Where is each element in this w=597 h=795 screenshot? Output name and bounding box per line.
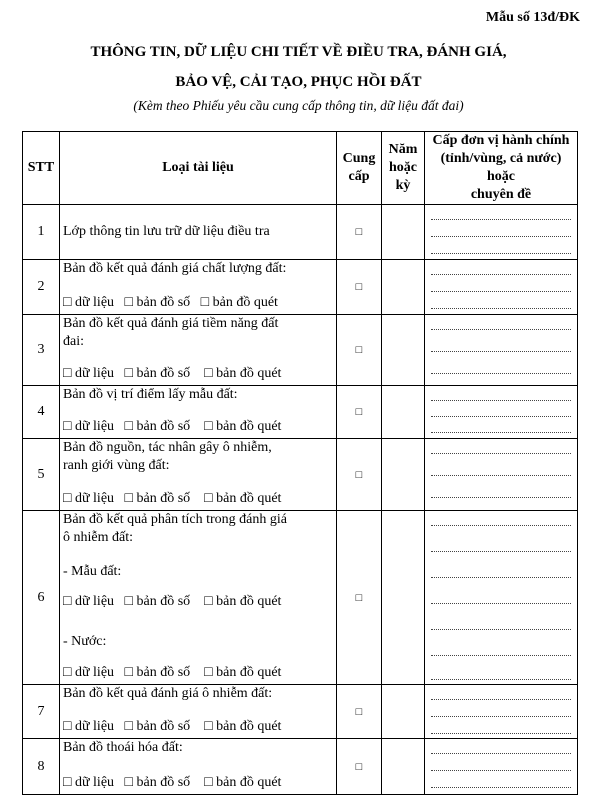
header-year [382,132,425,205]
provide-checkbox[interactable]: □ [337,685,382,739]
table-row [23,739,578,795]
level-cell[interactable] [425,739,578,795]
dotted-line [431,351,571,352]
document-type-label: Bản đồ kết quả đánh giá chất lượng đất: [63,261,287,276]
provide-checkbox[interactable]: □ [337,205,382,260]
document-type [60,439,337,511]
row-number: 3 [23,315,60,386]
dotted-line [431,475,571,476]
dotted-line [431,432,571,433]
dotted-line [431,716,571,717]
header-year-line3: kỳ [395,178,411,193]
dotted-line [431,236,571,237]
dotted-line [431,291,571,292]
dotted-line [431,253,571,254]
year-cell[interactable] [382,205,425,260]
document-type-label: Bản đồ vị trí điểm lấy mẫu đất: [63,387,238,402]
dotted-line [431,629,571,630]
level-cell[interactable] [425,511,578,685]
format-options[interactable]: □ dữ liệu □ bản đồ số □ bản đồ quét [63,295,278,310]
header-provide [337,132,382,205]
header-level-line2: (tỉnh/vùng, cả nước) hoặc [440,151,562,184]
table-row [23,685,578,739]
dotted-line [431,733,571,734]
document-type-label: Lớp thông tin lưu trữ dữ liệu điều tra [63,224,270,239]
table-row [23,205,578,260]
row-number: 6 [23,511,60,685]
document-type-label-cont: đai: [63,334,84,349]
year-cell[interactable] [382,315,425,386]
dotted-line [431,603,571,604]
year-cell[interactable] [382,260,425,315]
document-type [60,386,337,439]
header-level-line3: chuyên đề [470,187,532,202]
level-cell[interactable] [425,315,578,386]
table-row [23,386,578,439]
format-options[interactable]: □ dữ liệu □ bản đồ số □ bản đồ quét [63,665,282,680]
level-cell[interactable] [425,260,578,315]
document-type [60,739,337,795]
document-type-label: Bản đồ kết quả đánh giá tiềm năng đất [63,316,279,331]
table-row [23,439,578,511]
document-type [60,315,337,386]
document-type-label-cont: ranh giới vùng đất: [63,458,170,473]
document-type-label-cont: ô nhiễm đất: [63,530,133,545]
format-options[interactable]: □ dữ liệu □ bản đồ số □ bản đồ quét [63,419,282,434]
header-stt: STT [23,132,60,205]
dotted-line [431,329,571,330]
row-number: 4 [23,386,60,439]
dotted-line [431,274,571,275]
year-cell[interactable] [382,739,425,795]
dotted-line [431,497,571,498]
row-number: 7 [23,685,60,739]
provide-checkbox[interactable]: □ [337,739,382,795]
document-type [60,205,337,260]
level-cell[interactable] [425,205,578,260]
dotted-line [431,400,571,401]
document-type-label: Bản đồ thoái hóa đất: [63,740,183,755]
dotted-line [431,770,571,771]
dotted-line [431,787,571,788]
document-type [60,511,337,685]
provide-checkbox[interactable]: □ [337,511,382,685]
dotted-line [431,308,571,309]
year-cell[interactable] [382,439,425,511]
header-provide-line2: cấp [348,169,370,184]
form-number: Mẫu số 13đ/ĐK [485,10,580,25]
data-request-table [22,131,578,795]
row-number: 2 [23,260,60,315]
level-cell[interactable] [425,685,578,739]
sub-item-water: - Nước: [63,634,107,649]
provide-checkbox[interactable]: □ [337,439,382,511]
format-options[interactable]: □ dữ liệu □ bản đồ số □ bản đồ quét [63,719,282,734]
dotted-line [431,699,571,700]
year-cell[interactable] [382,386,425,439]
page-subtitle: (Kèm theo Phiếu yêu cầu cung cấp thông tin, dữ liệu đất đai) [133,98,464,113]
dotted-line [431,679,571,680]
dotted-line [431,577,571,578]
dotted-line [431,416,571,417]
page-title: THÔNG TIN, DỮ LIỆU CHI TIẾT VỀ ĐIỀU TRA, ĐÁNH GIÁ, [90,44,507,60]
dotted-line [431,453,571,454]
year-cell[interactable] [382,685,425,739]
page-title-line2: BẢO VỆ, CẢI TẠO, PHỤC HỒI ĐẤT [175,74,422,90]
table-row [23,260,578,315]
header-year-line2: hoặc [389,160,417,175]
row-number: 8 [23,739,60,795]
header-level-line1: Cấp đơn vị hành chính [432,133,570,148]
header-provide-line1: Cung [342,151,376,166]
level-cell[interactable] [425,439,578,511]
dotted-line [431,753,571,754]
dotted-line [431,219,571,220]
year-cell[interactable] [382,511,425,685]
table-row [23,315,578,386]
dotted-line [431,525,571,526]
format-options[interactable]: □ dữ liệu □ bản đồ số □ bản đồ quét [63,491,282,506]
format-options[interactable]: □ dữ liệu □ bản đồ số □ bản đồ quét [63,366,282,381]
sub-item-soil-sample: - Mẫu đất: [63,564,122,579]
table-row [23,511,578,685]
row-number: 5 [23,439,60,511]
dotted-line [431,655,571,656]
header-type: Loại tài liệu [60,132,337,205]
header-year-line1: Năm [388,142,418,157]
provide-checkbox[interactable]: □ [337,386,382,439]
dotted-line [431,551,571,552]
provide-checkbox[interactable]: □ [337,315,382,386]
document-type [60,260,337,315]
document-type [60,685,337,739]
document-type-label: Bản đồ kết quả đánh giá ô nhiễm đất: [63,686,273,701]
level-cell[interactable] [425,386,578,439]
row-number: 1 [23,205,60,260]
table-header-row [23,132,578,205]
document-type-label: Bản đồ kết quả phân tích trong đánh giá [63,512,287,527]
format-options[interactable]: □ dữ liệu □ bản đồ số □ bản đồ quét [63,594,282,609]
format-options[interactable]: □ dữ liệu □ bản đồ số □ bản đồ quét [63,775,282,790]
document-type-label: Bản đồ nguồn, tác nhân gây ô nhiễm, [63,440,272,455]
provide-checkbox[interactable]: □ [337,260,382,315]
dotted-line [431,373,571,374]
header-level [425,132,578,205]
